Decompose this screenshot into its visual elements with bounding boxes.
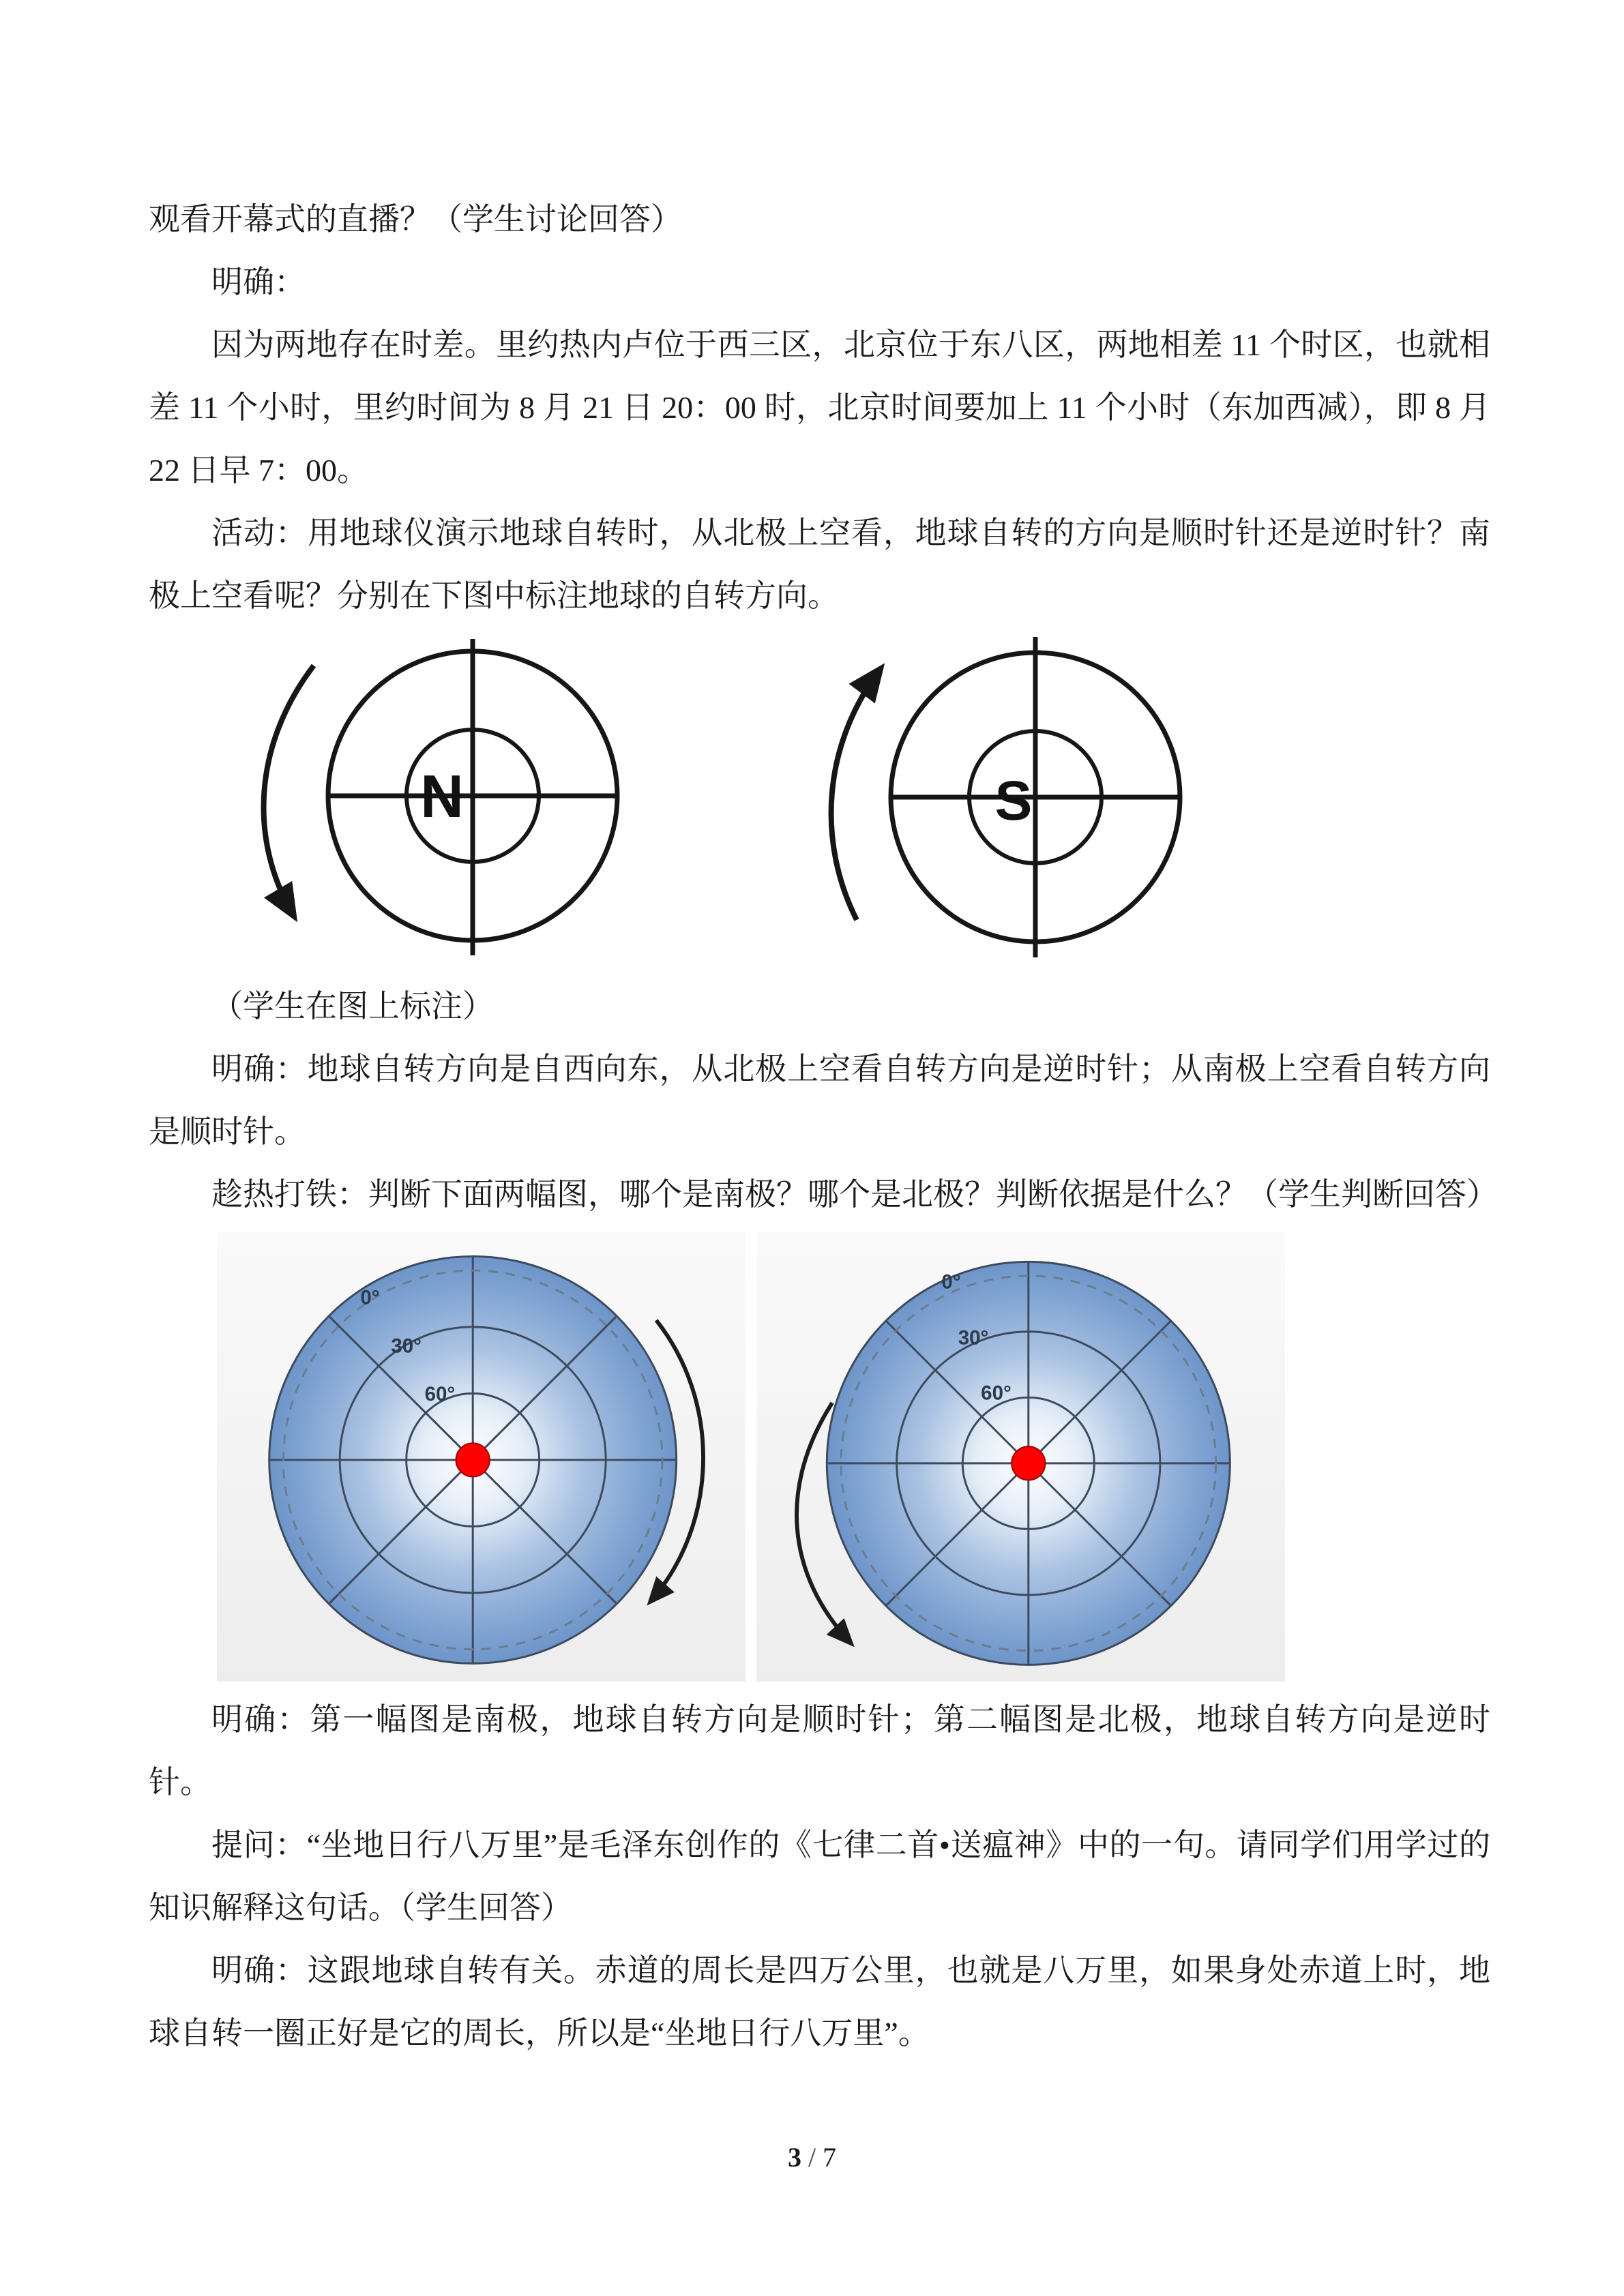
paragraph: 活动：用地球仪演示地球自转时，从北极上空看，地球自转的方向是顺时针还是逆时针？南极上空看呢？分别在下图中标注地球的自转方向。 bbox=[149, 516, 1490, 613]
south-pole-label: S bbox=[994, 770, 1033, 832]
south-polar-view bbox=[217, 1232, 745, 1682]
north-pole-label: N bbox=[420, 762, 464, 830]
latitude-label-60: 60° bbox=[424, 1383, 456, 1406]
north-polar-view-panel bbox=[756, 1232, 1285, 1682]
pole-dot bbox=[1012, 1446, 1045, 1480]
paragraph: 观看开幕式的直播？（学生讨论回答） bbox=[149, 202, 682, 237]
latitude-label-60: 60° bbox=[981, 1382, 1012, 1405]
counterclockwise-arrow bbox=[264, 666, 314, 915]
paragraph: 明确： bbox=[211, 265, 306, 299]
paragraph: 明确：这跟地球自转有关。赤道的周长是四万公里，也就是八万里，如果身处赤道上时，地球自转一圈正好是它的周长，所以是“坐地日行八万里”。 bbox=[149, 1953, 1490, 2051]
latitude-label-0: 0° bbox=[941, 1270, 961, 1294]
north-pole-globe-figure bbox=[231, 637, 640, 957]
clockwise-arrow bbox=[831, 670, 880, 920]
latitude-label-30: 30° bbox=[958, 1326, 989, 1350]
page-number bbox=[0, 2141, 1624, 2173]
paragraph: 因为两地存在时差。里约热内卢位于西三区，北京位于东八区，两地相差 11 个时区，也就相差 11 个小时，里约时间为 8 月 21 日 20：00 时，北京时间要加上 11 个小时（东加西减），即 8 月 22 日早 7：00。 bbox=[149, 327, 1490, 488]
paragraph: （学生在图上标注） bbox=[211, 989, 494, 1024]
north-polar-view bbox=[756, 1232, 1284, 1682]
page-number-total: 7 bbox=[823, 2142, 837, 2173]
page-number-current: 3 bbox=[787, 2142, 801, 2173]
paragraph: 明确：第一幅图是南极，地球自转方向是顺时针；第二幅图是北极，地球自转方向是逆时针。 bbox=[149, 1702, 1490, 1800]
paragraph: 提问：“坐地日行八万里”是毛泽东创作的《七律二首•送瘟神》中的一句。请同学们用学过的知识解释这句话。（学生回答） bbox=[149, 1828, 1490, 1925]
rotation-direction-diagram bbox=[231, 637, 1490, 957]
latitude-label-0: 0° bbox=[360, 1286, 380, 1309]
south-pole-globe-figure bbox=[797, 637, 1206, 957]
paragraph: 趁热打铁：判断下面两幅图，哪个是南极？哪个是北极？判断依据是什么？（学生判断回答） bbox=[211, 1177, 1498, 1212]
polar-view-diagram bbox=[217, 1232, 1490, 1682]
latitude-label-30: 30° bbox=[391, 1335, 422, 1358]
page-number-separator: / bbox=[808, 2142, 816, 2173]
pole-dot bbox=[456, 1443, 490, 1476]
south-polar-view-panel bbox=[217, 1232, 745, 1682]
paragraph: 明确：地球自转方向是自西向东，从北极上空看自转方向是逆时针；从南极上空看自转方向是顺时针。 bbox=[149, 1052, 1490, 1149]
